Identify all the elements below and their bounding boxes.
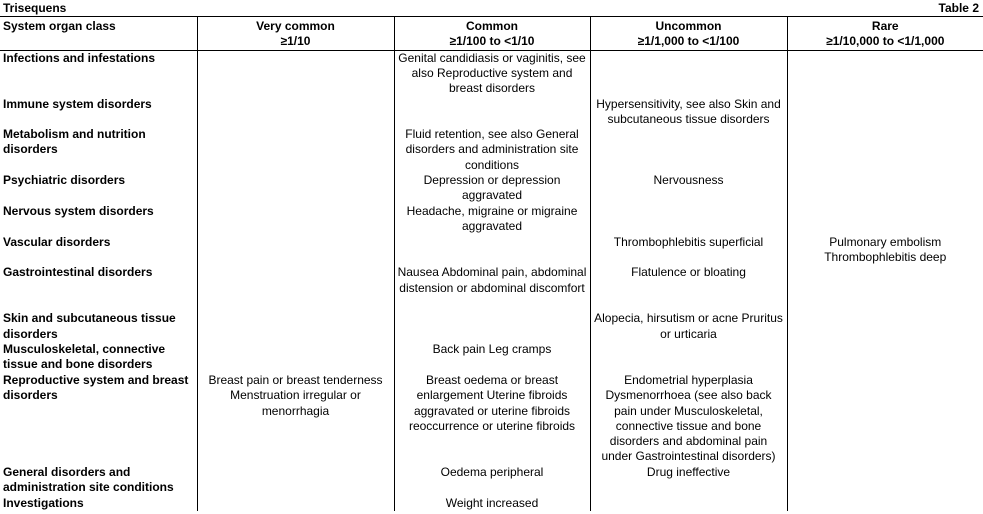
soc-cell: Vascular disorders: [3, 234, 111, 249]
common-cell: [394, 235, 590, 266]
uncommon-cell: Hypersensitivity, see also Skin and subcutaneous tissue disorders: [590, 97, 787, 128]
table-row: [0, 50, 983, 97]
rare-cell: Pulmonary embolism Thrombophlebitis deep: [787, 235, 983, 266]
rare-cell: [787, 173, 983, 204]
very-common-cell: [197, 311, 394, 342]
very-common-cell: Breast pain or breast tenderness Menstruation irregular or menorrhagia: [197, 373, 394, 465]
rare-cell: [787, 50, 983, 97]
rare-cell: [787, 127, 983, 173]
uncommon-cell: [590, 496, 787, 511]
rare-cell: [787, 311, 983, 342]
very-common-cell: [197, 50, 394, 97]
uncommon-cell: [590, 50, 787, 97]
column-header-rare: Rare ≥1/10,000 to <1/1,000: [787, 17, 983, 50]
common-cell: [394, 311, 590, 342]
table-row: [0, 127, 983, 173]
soc-cell: Nervous system disorders: [3, 203, 154, 218]
soc-cell: Investigations: [3, 495, 84, 510]
table-number: Table 2: [938, 1, 979, 15]
soc-cell: Infections and infestations: [3, 50, 156, 65]
soc-cell: Immune system disorders: [3, 96, 152, 111]
rare-cell: [787, 97, 983, 128]
very-common-cell: [197, 235, 394, 266]
table-row: [0, 235, 983, 266]
soc-cell: Reproductive system and breast disorders: [3, 372, 189, 403]
common-cell: Fluid retention, see also General disorders and administration site conditions: [394, 127, 590, 173]
table-row: [0, 465, 983, 496]
soc-cell: General disorders and administration site conditions: [3, 464, 174, 495]
uncommon-cell: Endometrial hyperplasia Dysmenorrhoea (see also back pain under Musculoskeletal, connective tissue and bone disorders and abdominal pain under Gastrointestinal disorders): [590, 373, 787, 465]
header-row: [0, 17, 983, 50]
very-common-cell: [197, 465, 394, 496]
table-row: [0, 311, 983, 342]
table-title-bar: [0, 0, 983, 17]
rare-cell: [787, 265, 983, 311]
table-row: [0, 265, 983, 311]
table-row: [0, 97, 983, 128]
common-cell: Genital candidiasis or vaginitis, see also Reproductive system and breast disorders: [394, 50, 590, 97]
uncommon-cell: Nervousness: [590, 173, 787, 204]
uncommon-cell: Thrombophlebitis superficial: [590, 235, 787, 266]
column-header-very-common: Very common ≥1/10: [197, 17, 394, 50]
very-common-cell: [197, 127, 394, 173]
common-cell: [394, 97, 590, 128]
common-cell: Breast oedema or breast enlargement Uterine fibroids aggravated or uterine fibroids reoccurrence or uterine fibroids: [394, 373, 590, 465]
very-common-cell: [197, 342, 394, 373]
very-common-cell: [197, 97, 394, 128]
product-title: Trisequens: [3, 1, 67, 15]
common-cell: Depression or depression aggravated: [394, 173, 590, 204]
table-row: [0, 342, 983, 373]
adverse-reactions-table: [0, 17, 983, 511]
uncommon-cell: [590, 342, 787, 373]
soc-cell: Gastrointestinal disorders: [3, 265, 153, 280]
table-row: [0, 173, 983, 204]
uncommon-cell: [590, 204, 787, 235]
soc-cell: Metabolism and nutrition disorders: [3, 127, 146, 157]
common-cell: Weight increased: [394, 496, 590, 511]
rare-cell: [787, 496, 983, 511]
soc-cell: Musculoskeletal, connective tissue and bone disorders: [3, 341, 166, 372]
very-common-cell: [197, 496, 394, 511]
common-cell: Headache, migraine or migraine aggravated: [394, 204, 590, 235]
table-row: [0, 373, 983, 465]
very-common-cell: [197, 265, 394, 311]
uncommon-cell: Flatulence or bloating: [590, 265, 787, 311]
rare-cell: [787, 342, 983, 373]
common-cell: Back pain Leg cramps: [394, 342, 590, 373]
table-row: [0, 204, 983, 235]
table-row: [0, 496, 983, 511]
column-header-soc: System organ class: [0, 17, 197, 50]
common-cell: Oedema peripheral: [394, 465, 590, 496]
common-cell: Nausea Abdominal pain, abdominal distension or abdominal discomfort: [394, 265, 590, 311]
very-common-cell: [197, 173, 394, 204]
column-header-uncommon: Uncommon ≥1/1,000 to <1/100: [590, 17, 787, 50]
uncommon-cell: Alopecia, hirsutism or acne Pruritus or urticaria: [590, 311, 787, 342]
very-common-cell: [197, 204, 394, 235]
soc-cell: Skin and subcutaneous tissue disorders: [3, 311, 176, 341]
column-header-common: Common ≥1/100 to <1/10: [394, 17, 590, 50]
rare-cell: [787, 204, 983, 235]
uncommon-cell: Drug ineffective: [590, 465, 787, 496]
rare-cell: [787, 465, 983, 496]
rare-cell: [787, 373, 983, 465]
soc-cell: Psychiatric disorders: [3, 173, 126, 188]
uncommon-cell: [590, 127, 787, 173]
